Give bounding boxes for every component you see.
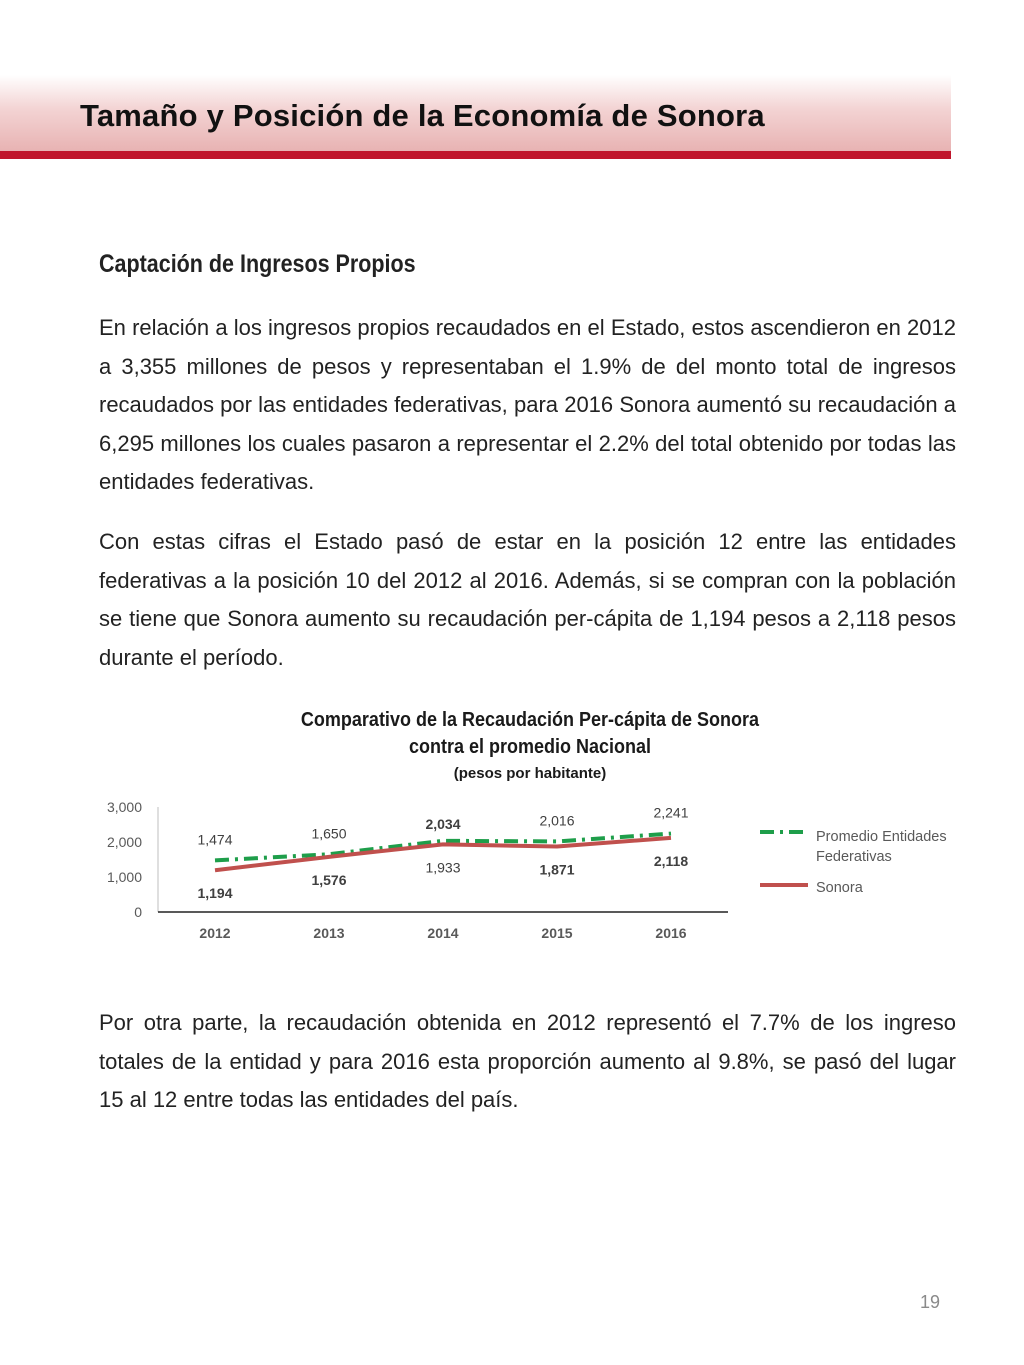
y-tick-label: 1,000 <box>106 869 142 885</box>
header-rule <box>0 151 951 159</box>
page-title: Tamaño y Posición de la Economía de Sonora <box>80 98 765 133</box>
x-tick-label: 2013 <box>313 925 345 941</box>
chart-title-line2: contra el promedio Nacional <box>408 736 652 758</box>
y-tick-label: 0 <box>134 904 142 920</box>
legend-promedio-label-1: Promedio Entidades <box>816 829 947 845</box>
paragraph-1: En relación a los ingresos propios recaudados en el Estado, estos ascendieron en 2012 a 3,355 millones de pesos y representaban el 1.9% de del monto total de ingresos recaudados por las entidades federativas, para 2016 Sonora aumentó su recaudación a 6,295 millones los cuales pasaron a representar el 2.2% del total obtenido por todas las entidades federativas. <box>99 315 956 494</box>
x-tick-label: 2012 <box>199 925 231 941</box>
legend-sonora-label: Sonora <box>816 880 863 896</box>
y-tick-label: 3,000 <box>106 799 142 815</box>
series-line-promedio <box>215 834 671 861</box>
chart-subtitle: (pesos por habitante) <box>453 765 607 782</box>
section-title: Captación de Ingresos Propios <box>99 250 416 278</box>
x-tick-label: 2016 <box>655 925 687 941</box>
data-label-promedio: 2,016 <box>539 812 575 829</box>
paragraph-3: Por otra parte, la recaudación obtenida en 2012 representó el 7.7% de los ingreso totales de la entidad y para 2016 esta proporción aumento al 9.8%, se pasó del lugar 15 al 12 entre todas las entidades del país. <box>99 1010 956 1112</box>
data-label-sonora: 1,194 <box>197 885 233 902</box>
paragraph-2: Con estas cifras el Estado pasó de estar en la posición 12 entre las entidades federativas a la posición 10 del 2012 al 2016. Además, si se compran con la población se tiene que Sonora aumento su recaudación per-cápita de 1,194 pesos a 2,118 pesos durante el período. <box>99 529 956 670</box>
legend-promedio-label-2: Federativas <box>816 849 892 865</box>
data-label-sonora: 2,118 <box>653 852 689 869</box>
page-number: 19 <box>920 1292 941 1312</box>
data-label-promedio: 1,474 <box>197 831 233 848</box>
data-label-promedio: 1,650 <box>311 825 347 842</box>
x-tick-label: 2014 <box>427 925 459 941</box>
chart-title: Comparativo de la Recaudación Per-cápita de Sonora <box>300 709 760 731</box>
data-label-sonora: 1,576 <box>311 871 347 888</box>
line-chart <box>90 795 970 955</box>
data-label-sonora: 1,871 <box>539 861 575 878</box>
x-tick-label: 2015 <box>541 925 573 941</box>
y-tick-label: 2,000 <box>106 834 142 850</box>
data-label-sonora: 1,933 <box>425 859 461 876</box>
data-label-promedio: 2,034 <box>425 815 461 832</box>
data-label-promedio: 2,241 <box>653 804 689 821</box>
